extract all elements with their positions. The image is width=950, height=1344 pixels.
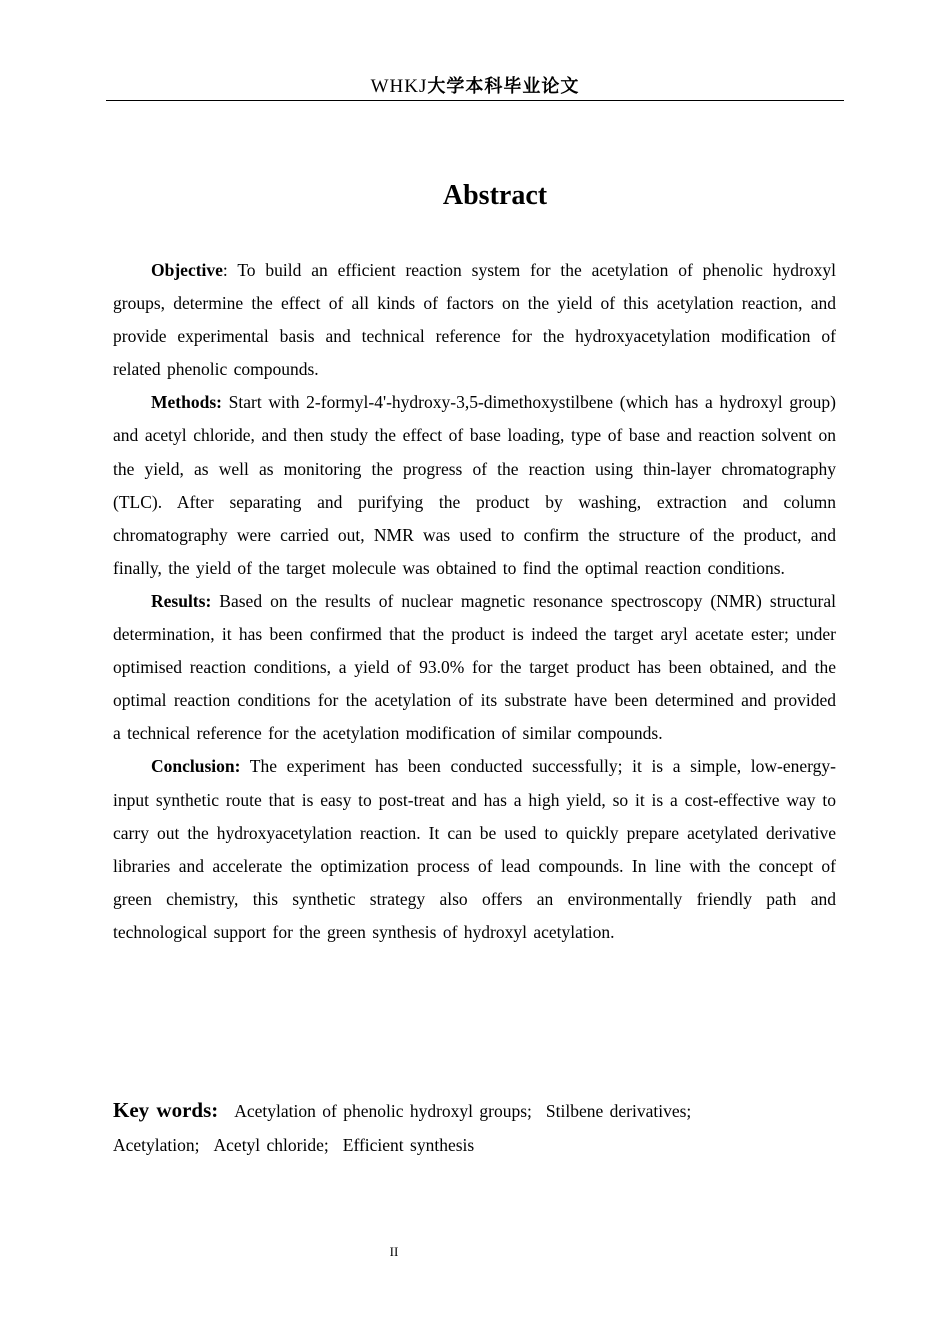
page-number: II <box>389 1244 399 1259</box>
conclusion-text: The experiment has been conducted successfully; it is a simple, low-energy-input synthetic route that is easy to post-treat and has a high yield, so it is a cost-effective way to carry out the hydroxyacetylation reaction. It can be used to quickly prepare acetylated derivative libraries and accelerate the optimization process of lead compounds. In line with the concept of green chemistry, this synthetic strategy also offers an environmentally friendly path and technological support for the green synthesis of hydroxyl acetylation. <box>113 756 836 942</box>
objective-text: To build an efficient reaction system for the acetylation of phenolic hydroxyl groups, determine the effect of all kinds of factors on the yield of this acetylation reaction, and provide experimental basis and technical reference for the hydroxyacetylation modification of related phenolic compounds. <box>113 260 836 380</box>
objective-label: Objective <box>151 260 223 280</box>
keyword-item: Stilbene derivatives; <box>545 1101 692 1121</box>
abstract-title: Abstract <box>442 180 548 211</box>
page-header <box>106 76 844 101</box>
objective-separator: : <box>222 260 228 280</box>
results-label: Results: <box>151 590 212 611</box>
objective-paragraph <box>113 254 836 386</box>
methods-paragraph <box>113 386 836 585</box>
keywords-section <box>113 1093 836 1162</box>
methods-label: Methods: <box>151 392 222 413</box>
header-latin-text: WHKJ <box>370 76 428 97</box>
keywords-label: Key words: <box>113 1098 219 1122</box>
keyword-item: Efficient synthesis <box>342 1135 475 1155</box>
keyword-item: Acetylation; <box>113 1135 200 1155</box>
methods-text: Start with 2-formyl-4'-hydroxy-3,5-dimethoxystilbene (which has a hydroxyl group) and acetyl chloride, and then study the effect of base loading, type of base and reaction solvent on the yield, as well as monitoring the progress of the reaction using thin-layer chromatography (TLC). After separating and purifying the product by washing, extraction and column chromatography were carried out, NMR was used to confirm the structure of the product, and finally, the yield of the target molecule was obtained to find the optimal reaction conditions. <box>113 392 836 578</box>
keyword-item: Acetyl chloride; <box>213 1135 329 1155</box>
conclusion-label: Conclusion: <box>151 756 241 777</box>
keyword-item: Acetylation of phenolic hydroxyl groups; <box>234 1101 532 1121</box>
header-chinese-text: 大学本科毕业论文 <box>427 76 580 97</box>
results-text: Based on the results of nuclear magnetic resonance spectroscopy (NMR) structural determination, it has been confirmed that the product is indeed the target aryl acetate ester; under optimised reaction conditions, a yield of 93.0% for the target product has been obtained, and the optimal reaction conditions for the acetylation of its substrate have been determined and provided a technical reference for the acetylation modification of similar compounds. <box>113 590 836 744</box>
results-paragraph <box>113 585 836 750</box>
abstract-body <box>113 254 836 949</box>
conclusion-paragraph <box>113 750 836 949</box>
